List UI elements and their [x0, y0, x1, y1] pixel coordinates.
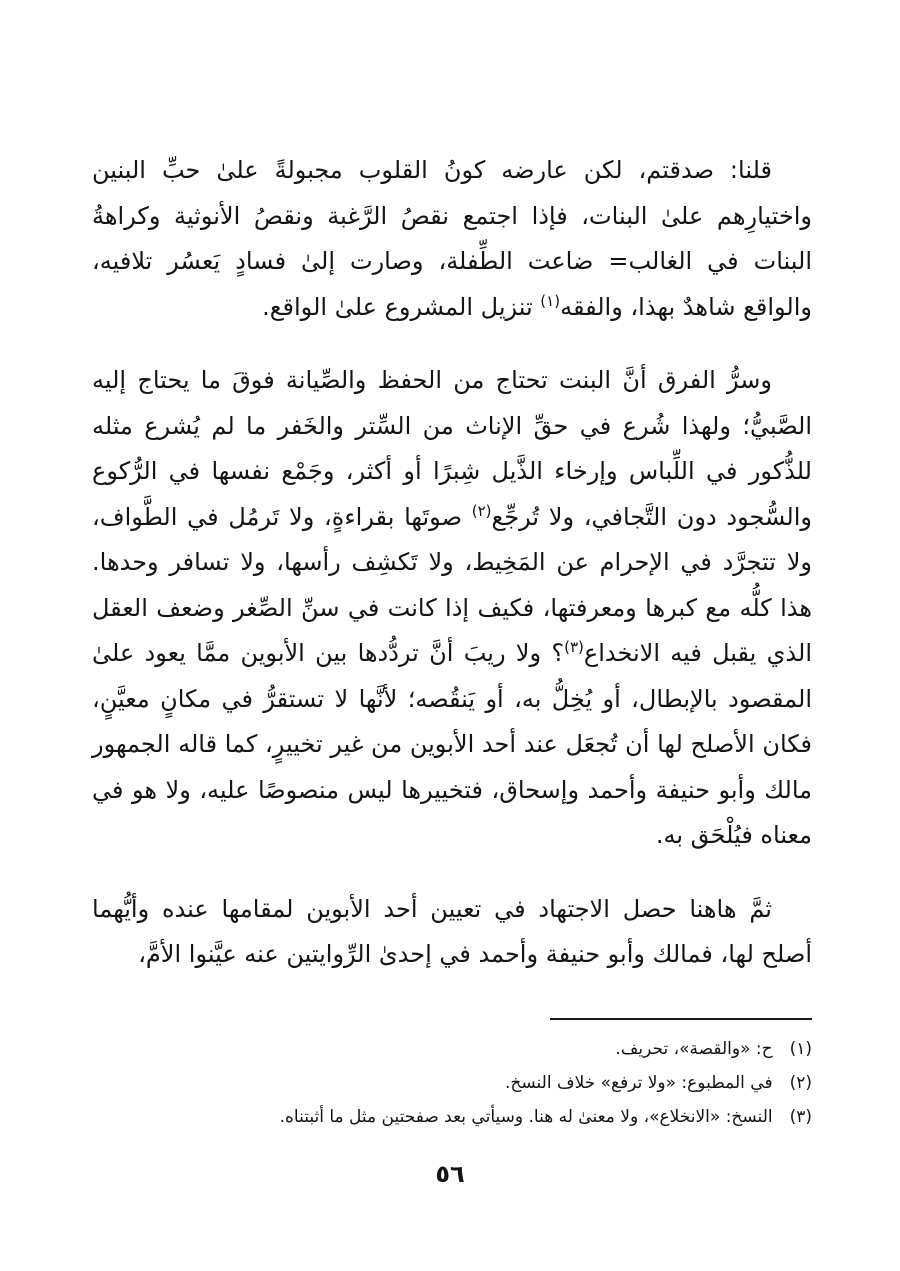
paragraph-text: تنزيل المشروع علىٰ الواقع.: [262, 292, 541, 321]
footnote-text: ح: «والقصة»، تحريف.: [615, 1039, 773, 1059]
paragraph-3: [92, 887, 812, 978]
footnote-1: [92, 1032, 812, 1066]
paragraph-text: صوتَها بقراءةٍ، ولا تَرمُل في الطَّواف، ولا تتجرَّد في الإحرام عن المَخِيط، ولا تَكشِف رأسها، ولا تسافر وحدها. هذا كلُّه مع كبرها ومعرفتها، فكيف إذا كانت في سنِّ الصِّغر وضعف العقل الذي يقبل فيه الانخداع: [92, 502, 812, 667]
paragraph-text: ثمَّ هاهنا حصل الاجتهاد في تعيين أحد الأبوين لمقامها عنده وأيُّهما أصلح لها، فمالك وأبو حنيفة وأحمد في إحدىٰ الرِّوايتين عنه عيَّنوا الأمَّ،: [92, 894, 812, 968]
main-text: [92, 148, 812, 1006]
footnote-3: [92, 1100, 812, 1134]
paragraph-2: [92, 358, 812, 859]
paragraph-text: قلنا: صدقتم، لكن عارضه كونُ القلوب مجبولةً علىٰ حبِّ البنين واختيارِهم علىٰ البنات، فإذا اجتمع نقصُ الرَّغبة ونقصُ الأنوثية وكراهةُ البنات في الغالب= ضاعت الطِّفلة، وصارت إلىٰ فسادٍ يَعسُر تلافيه، والواقع شاهدٌ بهذا، والفقه: [92, 156, 812, 321]
footnotes-section: [92, 1018, 812, 1134]
paragraph-text: ؟ ولا ريبَ أنَّ تردُّدها بين الأبوين ممَّا يعود علىٰ المقصود بالإبطال، أو يُخِلُّ به، أو يَنقُصه؛ لأنَّها لا تستقرُّ في مكانٍ معيَّنٍ، فكان الأصلح لها أن تُجعَل عند أحد الأبوين من غير تخييرٍ، كما قاله الجمهور مالك وأبو حنيفة وأحمد وإسحاق، فتخييرها ليس منصوصًا عليه، ولا هو في معناه فيُلْحَق به.: [92, 639, 812, 849]
paragraph-1: [92, 148, 812, 330]
footnote-number: (٣): [789, 1107, 812, 1127]
footnote-2: [92, 1066, 812, 1100]
footnote-divider: [550, 1018, 812, 1020]
footnote-reference-3[interactable]: (٣): [564, 638, 584, 656]
footnote-reference-2[interactable]: (٢): [471, 501, 492, 520]
footnote-text: النسخ: «الانخلاع»، ولا معنىٰ له هنا. وسيأتي بعد صفحتين مثل ما أثبتناه.: [279, 1107, 773, 1127]
footnote-text: في المطبوع: «ولا ترفع» خلاف النسخ.: [504, 1073, 773, 1093]
footnote-reference-1[interactable]: (١): [540, 291, 561, 310]
footnote-number: (٢): [789, 1073, 812, 1093]
paragraph-text: وسرُّ الفرق أنَّ البنت تحتاج من الحفظ والصِّيانة فوقَ ما يحتاج إليه الصَّبيُّ؛ ولهذا شُرع في حقِّ الإناث من السِّتر والخَفر ما لم يُشرع مثله للذُّكور في اللِّباس وإرخاء الذَّيل شِبرًا أو أكثر، وجَمْع نفسها في الرُّكوع والسُّجود دون التَّجافي، ولا تُرجِّع: [92, 366, 812, 531]
footnote-number: (١): [789, 1039, 812, 1059]
page-number: ٥٦: [435, 1160, 465, 1188]
